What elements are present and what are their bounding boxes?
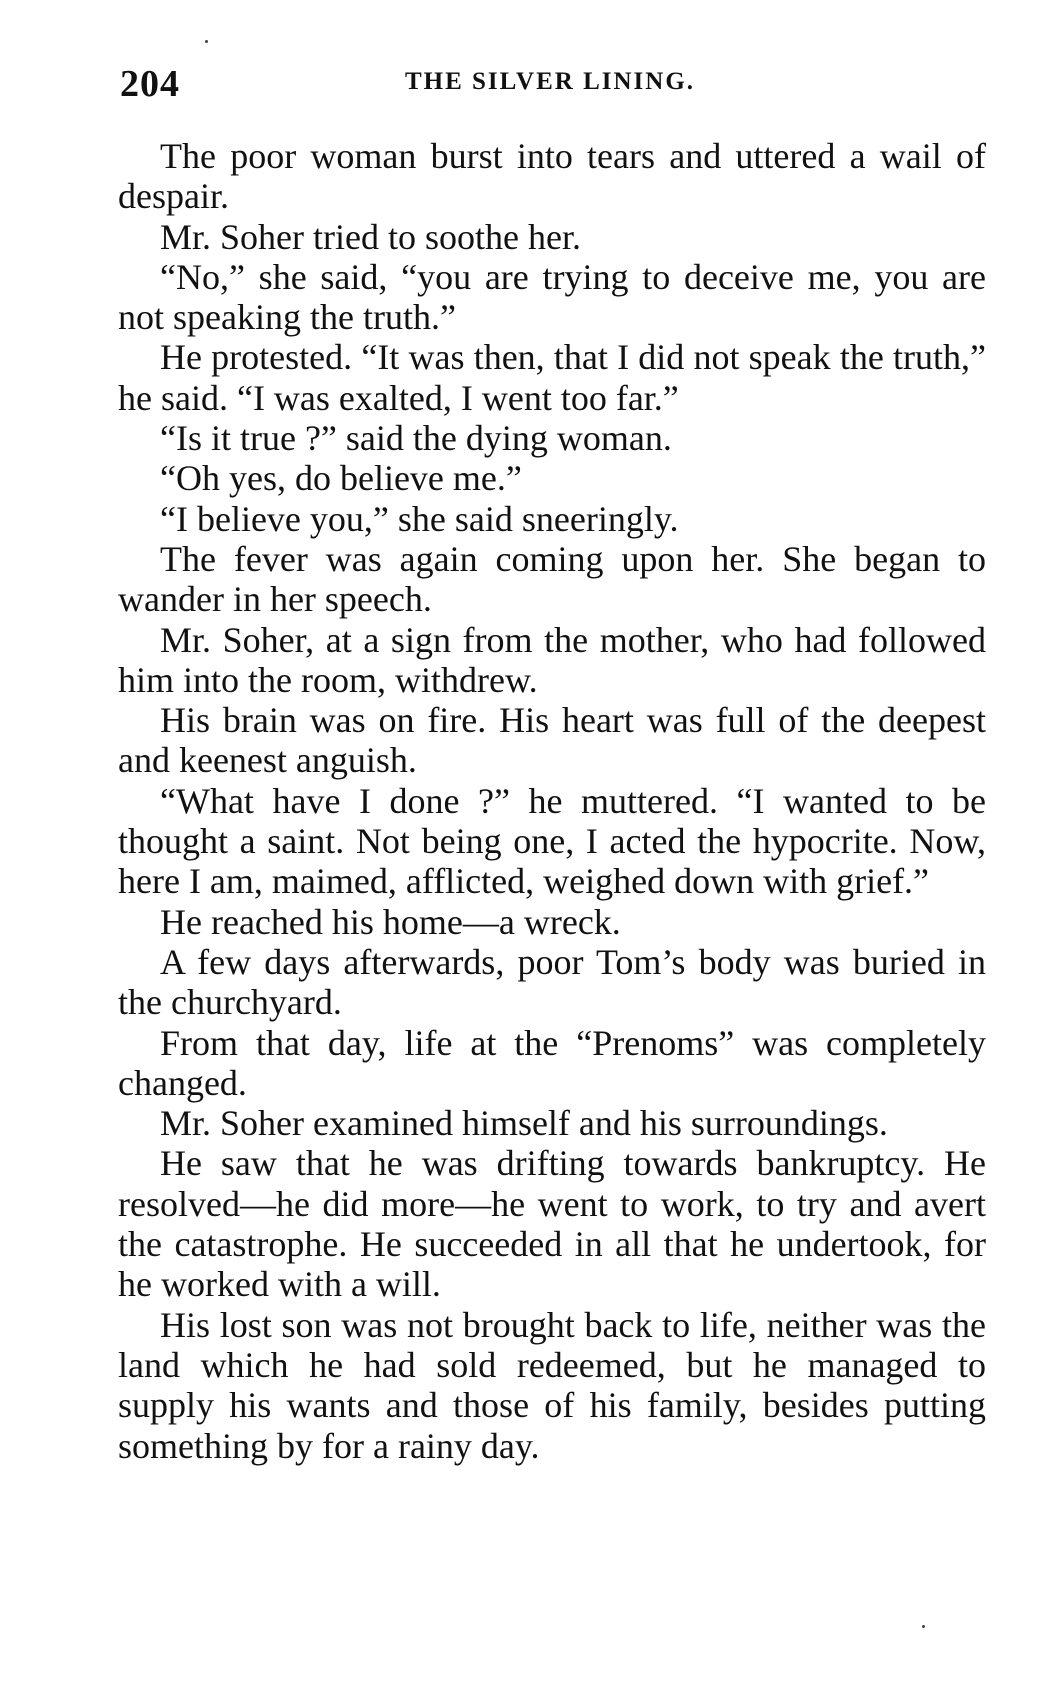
- print-speck: [922, 1625, 925, 1628]
- paragraph: The poor woman burst into tears and uttered a wail of despair.: [118, 136, 986, 217]
- paragraph: Mr. Soher examined himself and his surroundings.: [160, 1103, 888, 1144]
- paragraph: Mr. Soher tried to soothe her.: [160, 216, 581, 257]
- paragraph: He protested. “It was then, that I did not speak the truth,” he said. “I was exalted, I went too far.”: [118, 337, 986, 418]
- paragraph: A few days afterwards, poor Tom’s body was buried in the churchyard.: [118, 941, 986, 1023]
- body-text: [118, 136, 986, 1466]
- paragraph: His brain was on fire. His heart was full of the deepest and keenest anguish.: [118, 700, 986, 781]
- paragraph: From that day, life at the “Prenoms” was completely changed.: [118, 1022, 986, 1103]
- paragraph: “I believe you,” she said sneeringly.: [160, 498, 679, 539]
- paragraph: “Oh yes, do believe me.”: [160, 458, 522, 499]
- paragraph: His lost son was not brought back to life, neither was the land which he had sold redeemed, but he managed to supply his wants and those of his family, besides putting something by for a rainy day.: [118, 1304, 986, 1466]
- paragraph: He reached his home—a wreck.: [160, 901, 621, 942]
- paragraph: “What have I done ?” he muttered. “I wanted to be thought a saint. Not being one, I acted the hypocrite. Now, here I am, maimed, afflicted, weighed down with grief.”: [118, 780, 986, 902]
- paragraph: The fever was again coming upon her. She began to wander in her speech.: [118, 538, 986, 620]
- paragraph: “No,” she said, “you are trying to deceive me, you are not speaking the truth.”: [118, 256, 986, 338]
- print-speck: [205, 40, 208, 43]
- running-title: THE SILVER LINING.: [404, 68, 696, 95]
- paragraph: “Is it true ?” said the dying woman.: [160, 418, 672, 459]
- paragraph: Mr. Soher, at a sign from the mother, who had followed him into the room, withdrew.: [118, 619, 986, 700]
- paragraph: He saw that he was drifting towards bankruptcy. He resolved—he did more—he went to work, to try and avert the catastrophe. He succeeded in all that he undertook, for he worked with a will.: [118, 1143, 986, 1305]
- page-number: 204: [120, 63, 180, 105]
- running-head: [120, 62, 980, 106]
